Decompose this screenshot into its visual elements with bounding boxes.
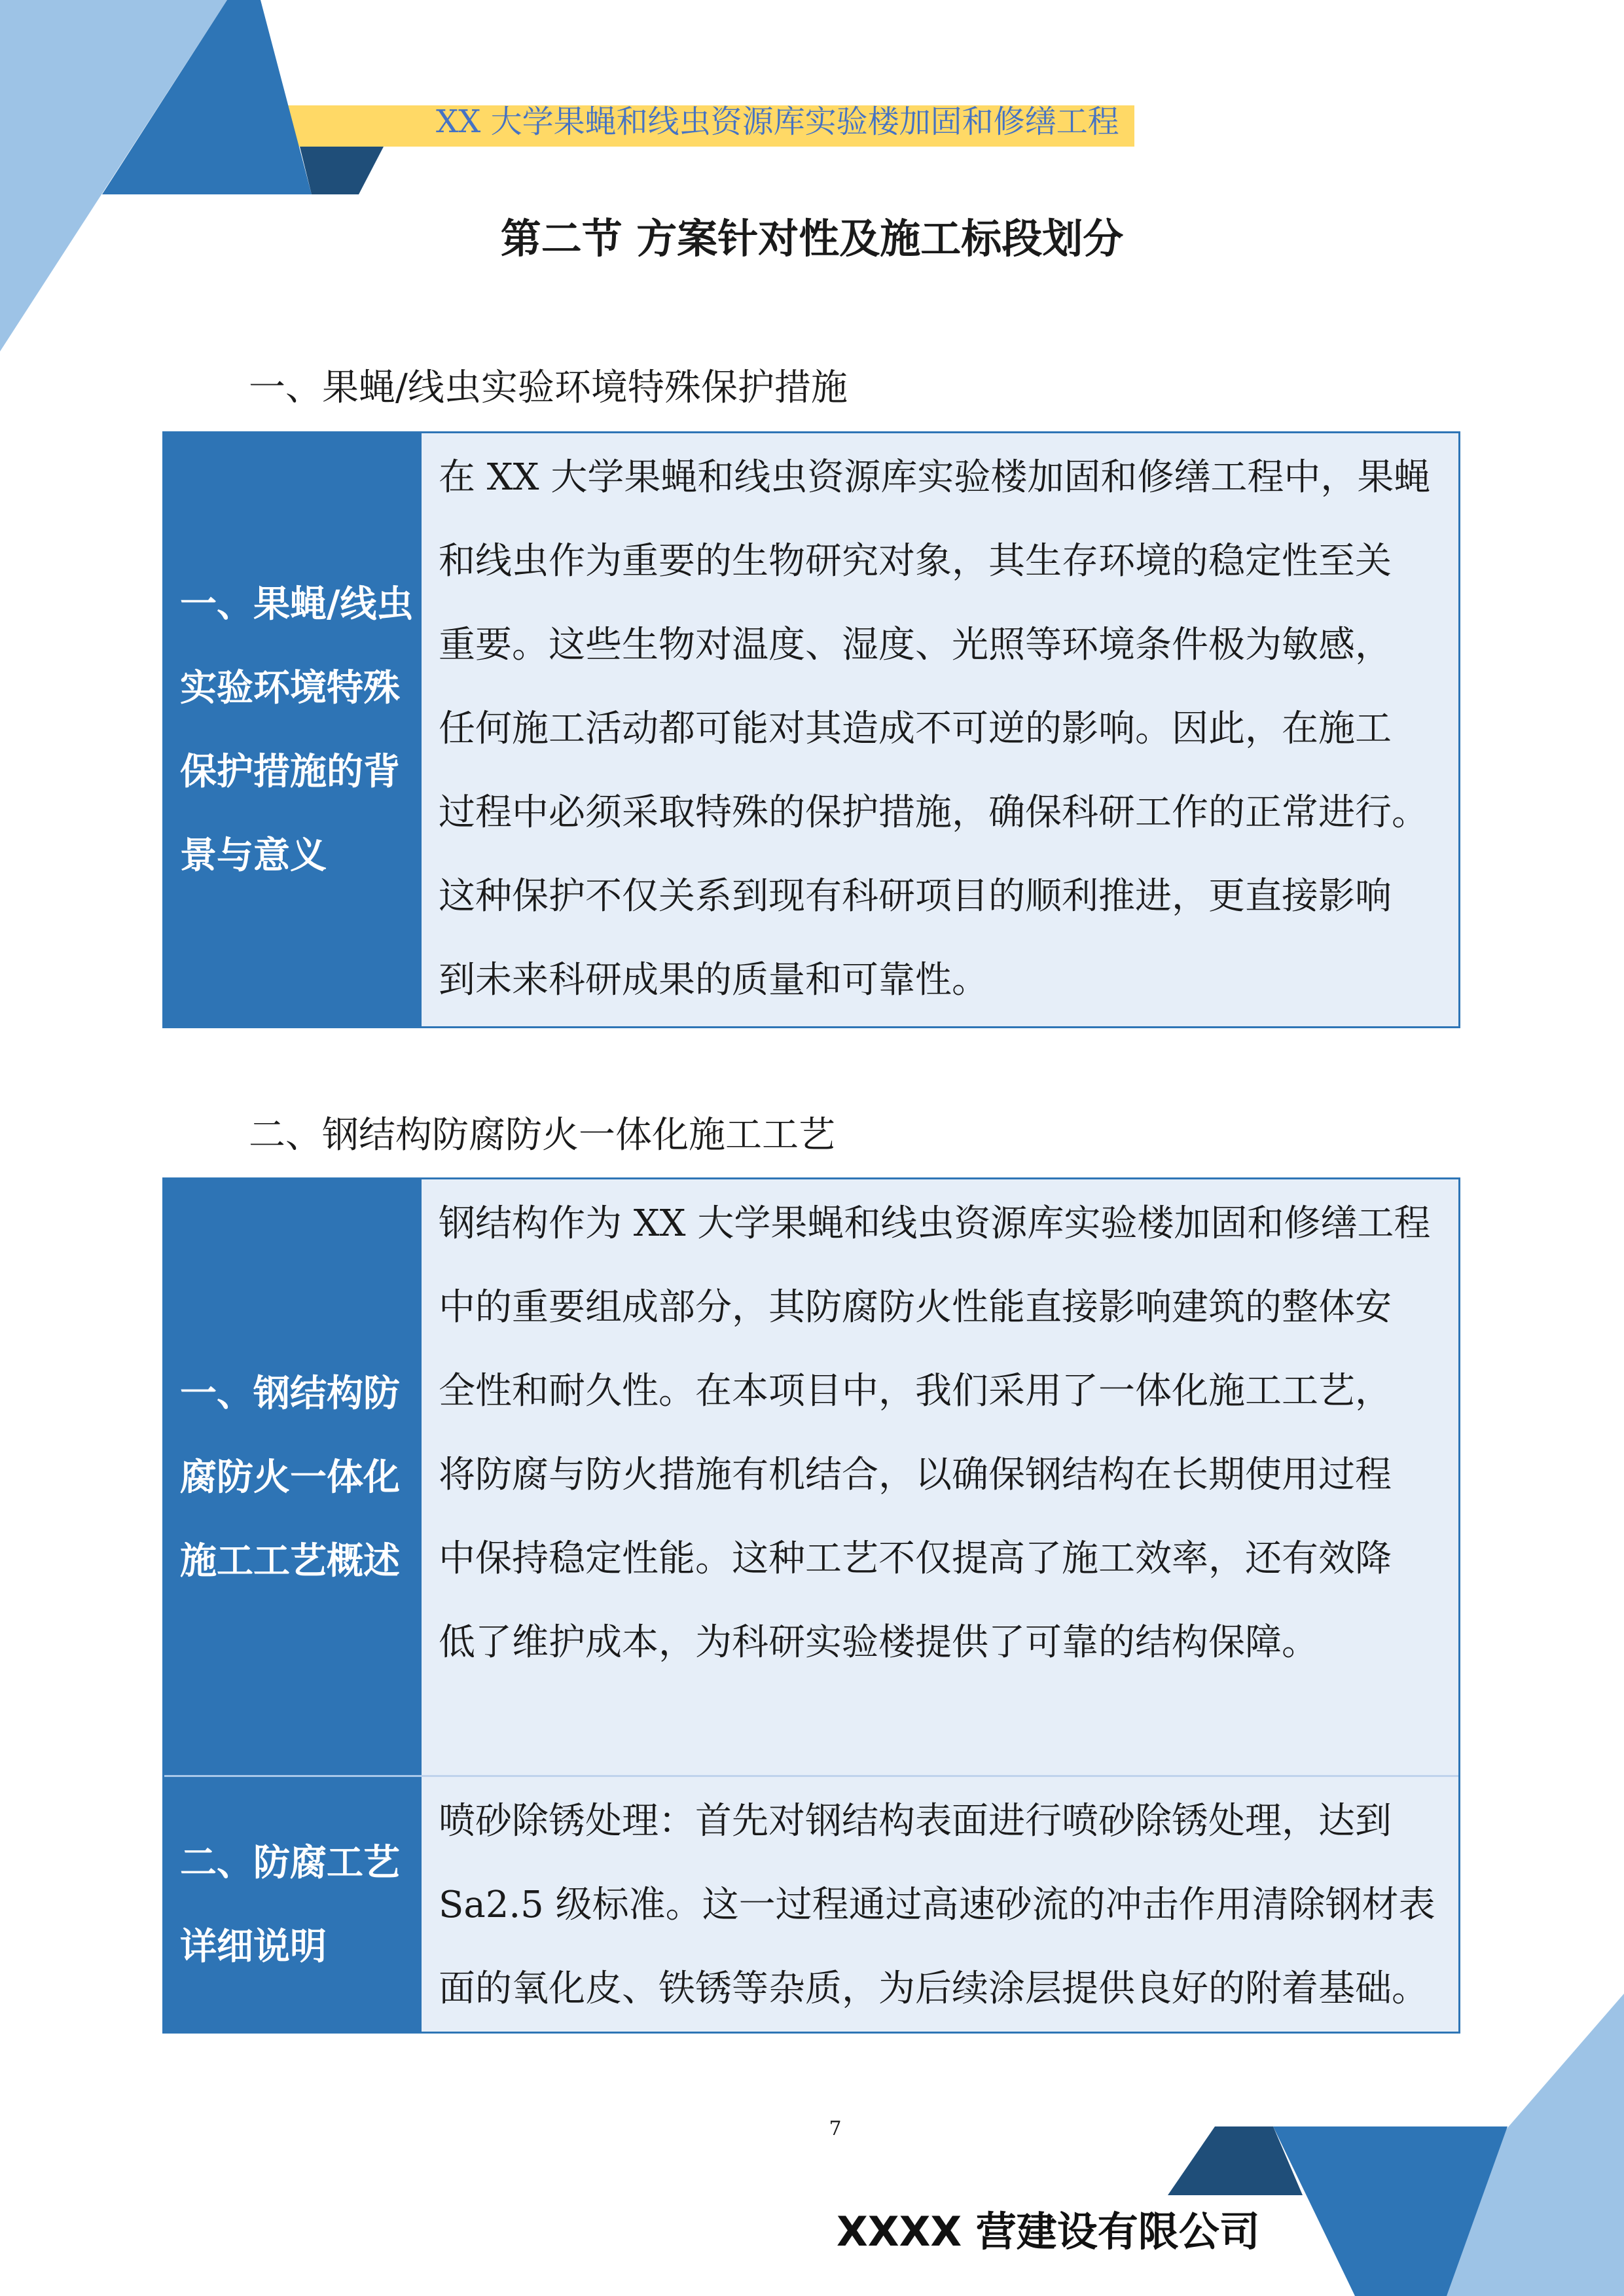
row-label-cell	[164, 433, 422, 1026]
content-line: 面的氧化皮、铁锈等杂质，为后续涂层提供良好的附着基础。	[439, 1967, 1428, 2010]
content-line: 重要。这些生物对温度、湿度、光照等环境条件极为敏感，	[439, 624, 1392, 666]
row-content-cell	[422, 433, 1458, 1026]
content-line: 到未来科研成果的质量和可靠性。	[439, 959, 988, 1001]
row-label-line: 一、钢结构防	[180, 1372, 400, 1415]
row-label-line: 腐防火一体化	[180, 1456, 400, 1499]
row-content-cell	[422, 1775, 1458, 2032]
footer-company-name: XXXX 营建设有限公司	[837, 2208, 1260, 2255]
content-line: 和线虫作为重要的生物研究对象，其生存环境的稳定性至关	[439, 540, 1392, 583]
content-line: 任何施工活动都可能对其造成不可逆的影响。因此，在施工	[439, 708, 1392, 750]
content-line: 中的重要组成部分，其防腐防火性能直接影响建筑的整体安	[439, 1286, 1392, 1329]
row-label-line: 实验环境特殊	[180, 666, 400, 709]
table-row	[164, 1775, 1458, 2032]
content-line: 低了维护成本，为科研实验楼提供了可靠的结构保障。	[439, 1621, 1318, 1664]
content-line: 喷砂除锈处理：首先对钢结构表面进行喷砂除锈处理，达到	[439, 1800, 1392, 1842]
content-line: 全性和耐久性。在本项目中，我们采用了一体化施工工艺，	[439, 1370, 1392, 1412]
content-line: 钢结构作为 XX 大学果蝇和线虫资源库实验楼加固和修缮工程	[439, 1202, 1431, 1245]
header-project-title: XX 大学果蝇和线虫资源库实验楼加固和修缮工程	[436, 103, 1119, 140]
row-label-line: 一、果蝇/线虫	[180, 583, 414, 626]
row-label-cell	[164, 1179, 422, 1775]
content-line: 在 XX 大学果蝇和线虫资源库实验楼加固和修缮工程中，果蝇	[439, 456, 1431, 499]
content-line: 中保持稳定性能。这种工艺不仅提高了施工效率，还有效降	[439, 1537, 1392, 1580]
content-line: 过程中必须采取特殊的保护措施，确保科研工作的正常进行。	[439, 791, 1428, 834]
subsection-heading: 一、果蝇/线虫实验环境特殊保护措施	[249, 367, 848, 409]
content-line: 这种保护不仅关系到现有科研项目的顺利推进，更直接影响	[439, 875, 1392, 918]
subsection-heading: 二、钢结构防腐防火一体化施工工艺	[249, 1114, 835, 1157]
table-environment-protection	[162, 431, 1460, 1028]
section-title: 第二节 方案针对性及施工标段划分	[500, 215, 1124, 262]
row-label-line: 保护措施的背	[180, 750, 400, 793]
row-label-line: 详细说明	[180, 1924, 327, 1968]
row-content-cell	[422, 1179, 1458, 1775]
table-steel-structure-process	[162, 1177, 1460, 2034]
table-row	[164, 433, 1458, 1026]
content-line: Sa2.5 级标准。这一过程通过高速砂流的冲击作用清除钢材表	[439, 1884, 1435, 1926]
row-label-line: 景与意义	[180, 834, 327, 877]
row-label-line: 二、防腐工艺	[180, 1840, 400, 1884]
row-label-line: 施工工艺概述	[180, 1539, 400, 1583]
page-number: 7	[829, 2117, 842, 2140]
table-row	[164, 1179, 1458, 1775]
top-left-dark-accent	[300, 147, 384, 194]
content-line: 将防腐与防火措施有机结合，以确保钢结构在长期使用过程	[439, 1454, 1392, 1496]
row-label-cell	[164, 1775, 422, 2032]
